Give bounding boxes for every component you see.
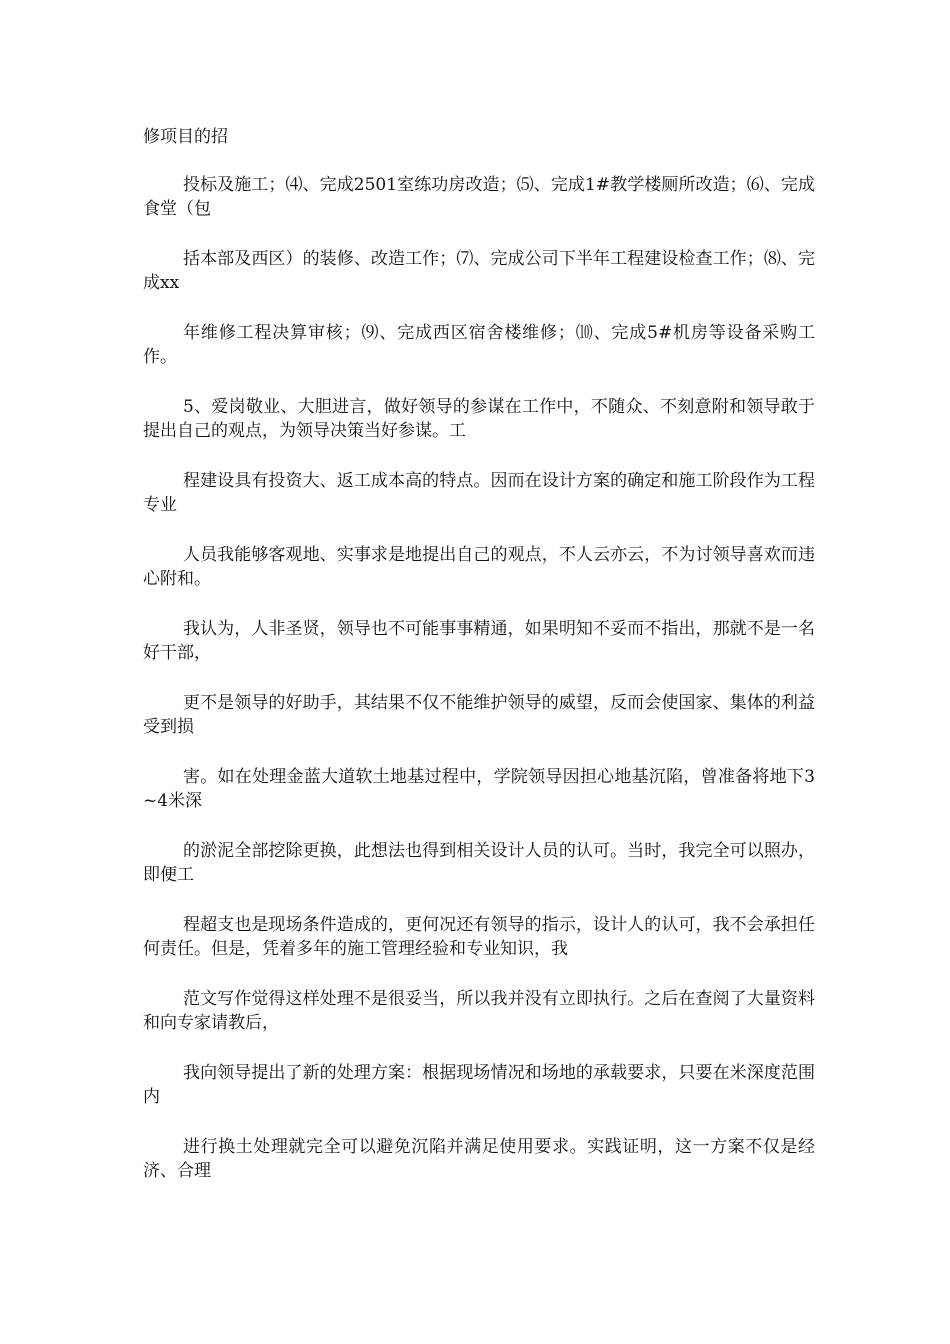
paragraph: 进行换土处理就完全可以避免沉陷并满足使用要求。实践证明，这一方案不仅是经济、合理: [143, 1137, 815, 1181]
paragraph: 害。如在处理金蓝大道软土地基过程中，学院领导因担心地基沉陷，曾准备将地下3~4米深: [143, 767, 815, 811]
paragraph: 程超支也是现场条件造成的，更何况还有领导的指示，设计人的认可，我不会承担任何责任。但是，凭着多年的施工管理经验和专业知识，我: [143, 915, 815, 959]
paragraph: 修项目的招: [143, 127, 228, 147]
paragraph: 我向领导提出了新的处理方案：根据现场情况和场地的承载要求，只要在米深度范围内: [143, 1063, 815, 1107]
paragraph: 人员我能够客观地、实事求是地提出自己的观点，不人云亦云，不为讨领导喜欢而违心附和。: [143, 545, 815, 589]
paragraph: 更不是领导的好助手，其结果不仅不能维护领导的威望，反而会使国家、集体的利益受到损: [143, 693, 815, 737]
paragraph: 的淤泥全部挖除更换，此想法也得到相关设计人员的认可。当时，我完全可以照办，即便工: [143, 841, 815, 885]
paragraph: 5、爱岗敬业、大胆进言，做好领导的参谋在工作中，不随众、不刻意附和领导敢于提出自己的观点，为领导决策当好参谋。工: [143, 397, 815, 441]
paragraph: 程建设具有投资大、返工成本高的特点。因而在设计方案的确定和施工阶段作为工程专业: [143, 471, 815, 515]
paragraph: 投标及施工；⑷、完成2501室练功房改造；⑸、完成1#教学楼厕所改造；⑹、完成食堂（包: [143, 175, 815, 219]
paragraph: 我认为，人非圣贤，领导也不可能事事精通，如果明知不妥而不指出，那就不是一名好干部，: [143, 619, 815, 663]
paragraph: 年维修工程决算审核；⑼、完成西区宿舍楼维修；⑽、完成5#机房等设备采购工作。: [143, 323, 815, 367]
paragraph: 括本部及西区）的装修、改造工作；⑺、完成公司下半年工程建设检查工作；⑻、完成xx: [143, 249, 815, 293]
paragraph: 范文写作觉得这样处理不是很妥当，所以我并没有立即执行。之后在查阅了大量资料和向专家请教后，: [143, 989, 815, 1033]
document-body: [143, 125, 815, 1209]
